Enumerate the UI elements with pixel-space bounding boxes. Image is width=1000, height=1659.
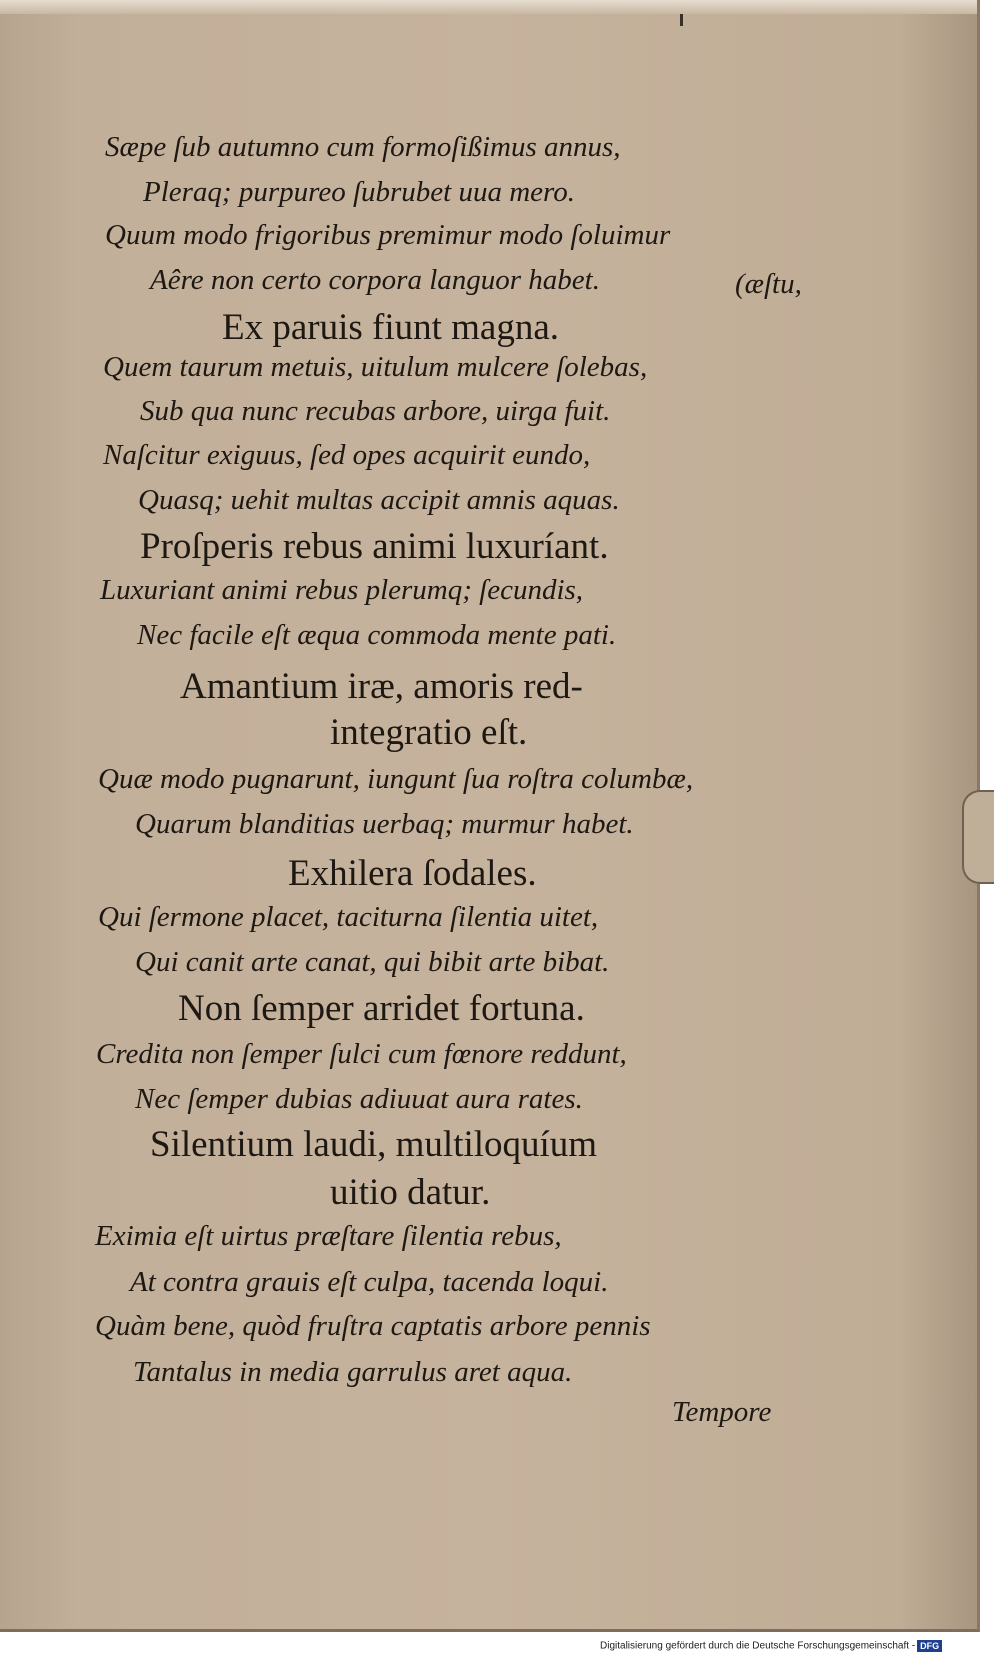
heading-2: Proſperis rebus animi luxuríant. <box>140 526 609 567</box>
text-line-17: Nec ſemper dubias adiuuat aura rates. <box>135 1083 583 1115</box>
text-line-5: (æſtu, <box>735 268 802 300</box>
heading-3: Amantium iræ, amoris red- <box>180 666 583 707</box>
catchword: Tempore <box>672 1396 772 1428</box>
text-line-18: Eximia eſt uirtus præſtare ſilentia rebus, <box>95 1220 562 1252</box>
page-mark <box>680 14 683 26</box>
heading-5: Non ſemper arridet fortuna. <box>178 988 585 1029</box>
heading-6: Silentium laudi, multiloquíum <box>150 1124 598 1165</box>
footer-text: Digitalisierung gefördert durch die Deutsche Forschungsgemeinschaft - <box>600 1640 916 1652</box>
heading-6-cont: uitio datur. <box>330 1172 491 1213</box>
text-line-14: Qui ſermone placet, taciturna ſilentia uitet, <box>98 901 599 933</box>
text-line-6: Quem taurum metuis, uitulum mulcere ſolebas, <box>103 351 648 383</box>
dfg-logo: DFG <box>917 1640 942 1652</box>
text-line-21: Tantalus in media garrulus aret aqua. <box>133 1356 573 1388</box>
text-line-10: Luxuriant animi rebus plerumq; ſecundis, <box>100 574 584 606</box>
text-line-15: Qui canit arte canat, qui bibit arte bibat. <box>135 946 610 978</box>
text-line-7: Sub qua nunc recubas arbore, uirga fuit. <box>140 395 611 427</box>
heading-1: Ex paruis fiunt magna. <box>222 307 560 348</box>
page-tab-edge <box>962 790 994 884</box>
text-line-9: Quasq; uehit multas accipit amnis aquas. <box>138 484 620 516</box>
text-line-2: Pleraq; purpureo ſubrubet uua mero. <box>143 176 575 208</box>
text-line-20: Quàm bene, quòd fruſtra captatis arbore pennis <box>95 1310 651 1342</box>
text-line-11: Nec facile eſt æqua commoda mente pati. <box>137 619 617 651</box>
heading-4: Exhilera ſodales. <box>288 853 537 894</box>
text-line-12: Quæ modo pugnarunt, iungunt ſua roſtra columbæ, <box>98 763 694 795</box>
text-line-1: Sæpe ſub autumno cum formoſißimus annus, <box>105 131 621 163</box>
heading-3-cont: integratio eſt. <box>330 712 528 753</box>
text-line-4: Aêre non certo corpora languor habet. <box>150 264 600 296</box>
text-line-3: Quum modo frigoribus premimur modo ſoluimur <box>105 219 671 251</box>
text-line-8: Naſcitur exiguus, ſed opes acquirit eundo, <box>103 439 591 471</box>
text-line-13: Quarum blanditias uerbaq; murmur habet. <box>135 808 634 840</box>
digitization-footer <box>600 1640 998 1652</box>
text-line-16: Credita non ſemper ſulci cum fœnore reddunt, <box>96 1038 627 1070</box>
text-line-19: At contra grauis eſt culpa, tacenda loqui. <box>130 1266 609 1298</box>
